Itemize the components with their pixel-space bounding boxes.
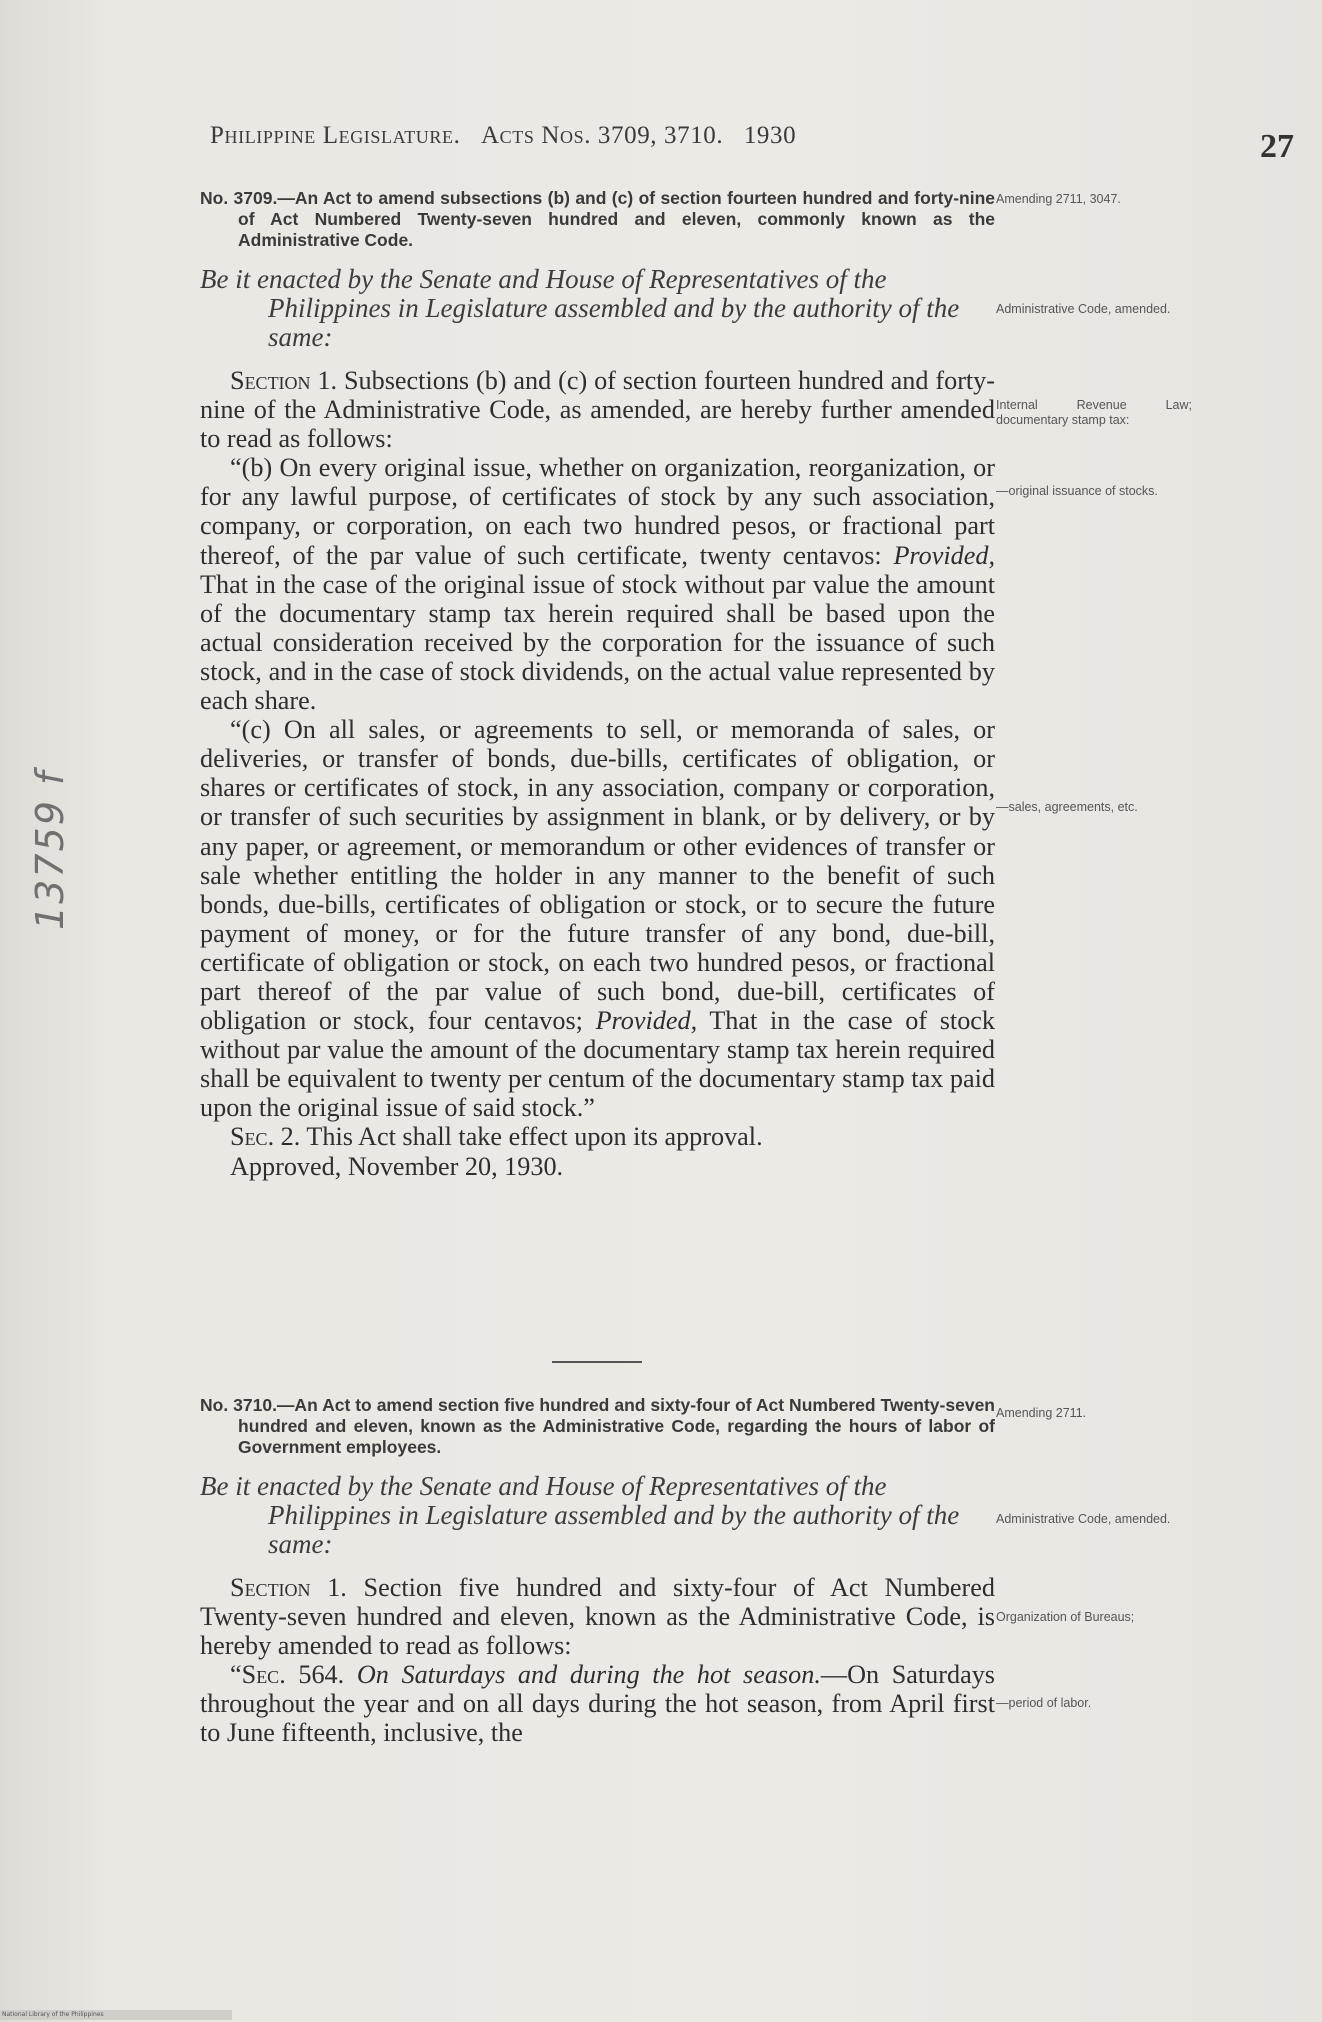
act-3710-enacting-clause: Be it enacted by the Senate and House of Representatives of the Philippines in Legislature assembled and by the authority of the same: xyxy=(200,1471,960,1559)
act-3710-section-1: Section 1. Section five hundred and sixty-four of Act Numbered Twenty-seven hundred and eleven, known as the Administrative Code, is hereby amended to read as follows: xyxy=(200,1573,995,1661)
act-3709-section-1: Section 1. Subsections (b) and (c) of section fourteen hundred and forty-nine of the Administrative Code, as amended, are hereby further amended to read as follows: xyxy=(200,366,996,454)
margin-note-organization-bureaus: Organization of Bureaus; xyxy=(996,1610,1135,1624)
act-3709-enacting-clause: Be it enacted by the Senate and House of Representatives of the Philippines in Legislature assembled and by the authority of the same: xyxy=(200,264,960,352)
act-3710 xyxy=(200,1395,995,1748)
act-3709-approved: Approved, November 20, 1930. xyxy=(230,1151,564,1181)
margin-note-sales-agreements: —sales, agreements, etc. xyxy=(996,800,1138,814)
handwritten-number: 13759 f xyxy=(28,769,72,930)
margin-note-amending-2711: Amending 2711. xyxy=(996,1406,1087,1420)
running-title: Philippine Legislature. xyxy=(210,122,461,149)
act-3710-body xyxy=(200,1573,995,1748)
footer-credit: National Library of the Philippines xyxy=(0,2010,232,2020)
header-year: 1930 xyxy=(743,122,797,149)
margin-note-admin-code-amended-2: Administrative Code, amended. xyxy=(996,1512,1171,1526)
act-3710-title: No. 3710.—An Act to amend section five hundred and sixty-four of Act Numbered Twenty-seven hundred and eleven, known as the Administrative Code, regarding the hours of labor of Government employees. xyxy=(200,1395,995,1457)
page-number: 27 xyxy=(1260,128,1294,165)
act-3709-section-2: Sec. 2. This Act shall take effect upon its approval. xyxy=(230,1122,763,1152)
margin-note-original-issuance: —original issuance of stocks. xyxy=(996,484,1158,498)
act-3709-title: No. 3709.—An Act to amend subsections (b) and (c) of section fourteen hundred and forty-nine of Act Numbered Twenty-seven hundred and eleven, commonly known as the Administrative Code. xyxy=(200,188,995,250)
margin-note-internal-revenue: Internal Revenue Law; documentary stamp tax: xyxy=(996,398,1192,427)
acts-numbers: Acts Nos. 3709, 3710. xyxy=(481,122,724,149)
margin-note-amending-2711-3047: Amending 2711, 3047. xyxy=(996,192,1121,206)
act-3710-section-564: “Sec. 564. On Saturdays and during the hot season.—On Saturdays throughout the year and on all days during the hot season, from April first to June fifteenth, inclusive, the xyxy=(200,1660,995,1748)
act-3709-body xyxy=(200,366,995,1181)
section-divider xyxy=(552,1361,642,1363)
margin-note-period-of-labor: —period of labor. xyxy=(996,1696,1092,1710)
running-header xyxy=(210,122,1010,150)
margin-note-admin-code-amended: Administrative Code, amended. xyxy=(996,302,1171,316)
act-3709 xyxy=(200,188,995,1181)
act-3709-paragraph-b: “(b) On every original issue, whether on organization, reorganization, or for any lawful purpose, of certificates of stock by any such association, company, or corporation, on each two hundred pesos, or fractional part thereof, of the par value of such certificate, twenty centavos: Provided, That in the case of the original issue of stock without par value the amount of the documentary stamp tax herein required shall be based upon the actual consideration received by the corporation for the issuance of such stock, and in the case of stock dividends, on the actual value represented by each share. xyxy=(200,453,996,716)
act-3709-paragraph-c: “(c) On all sales, or agreements to sell, or memoranda of sales, or deliveries, or transfer of bonds, due-bills, certificates of obligation, or shares or certificates of stock, in any association, company or corporation, or transfer of such securities by assignment in blank, or by delivery, or by any paper, or agreement, or memorandum or other evidences of transfer or sale whether entitling the holder in any manner to the benefit of such bonds, due-bills, certificates of obligation or stock, or to secure the future payment of money, or for the future transfer of any bond, due-bill, certificate of obligation or stock, on each two hundred pesos, or fractional part thereof of the par value of such bond, due-bill, certificates of obligation or stock, four centavos; Provided, That in the case of stock without par value the amount of the documentary stamp tax herein required shall be equivalent to twenty per centum of the documentary stamp tax paid upon the original issue of said stock.” xyxy=(200,715,996,1123)
